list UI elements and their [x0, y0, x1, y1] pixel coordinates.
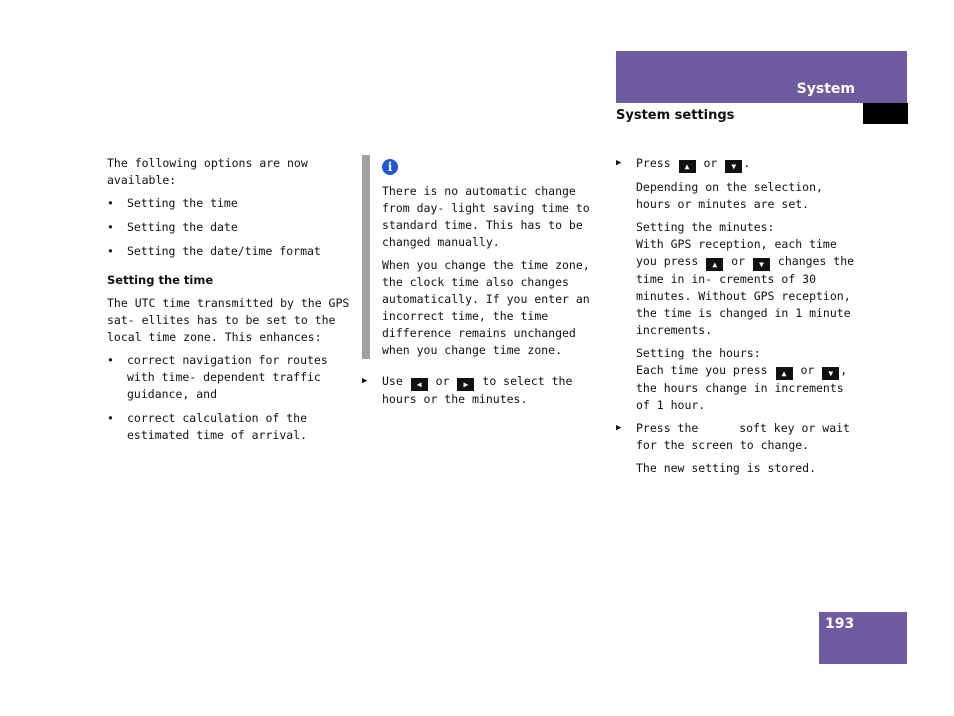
section-title: System settings — [616, 108, 735, 123]
down-arrow-key-icon: ▼ — [725, 160, 742, 173]
intro-text: The following options are now available: — [107, 156, 308, 187]
instruction-step: ▶ Press the soft key or wait for the screen to change. — [616, 421, 850, 452]
subheading: Setting the time — [107, 273, 214, 287]
up-arrow-key-icon: ▲ — [706, 258, 723, 271]
step-arrow-icon: ▶ — [616, 158, 622, 168]
section-tab — [863, 103, 908, 124]
info-text-1: There is no automatic change from day- light saving time to standard time. This has to be changed manually. — [382, 184, 590, 249]
column-3 — [616, 155, 861, 483]
list-item: • Setting the date/time format — [107, 244, 321, 258]
instruction-step: ▶ Use ◀ or ▶ to select the hours or the minutes. — [362, 374, 573, 406]
down-arrow-key-icon: ▼ — [753, 258, 770, 271]
info-icon: i — [382, 159, 398, 175]
list-item: • Setting the time — [107, 196, 238, 210]
instruction-step: ▶ Press ▲ or ▼ . — [616, 156, 751, 171]
up-arrow-key-icon: ▲ — [776, 367, 793, 380]
step-arrow-icon: ▶ — [362, 376, 368, 386]
paragraph: The new setting is stored. — [636, 461, 817, 475]
column-2 — [362, 155, 607, 414]
bullet-icon: • — [107, 196, 114, 210]
list-item: • Setting the date — [107, 220, 238, 234]
down-arrow-key-icon: ▼ — [822, 367, 839, 380]
step-arrow-icon: ▶ — [616, 423, 622, 433]
minutes-block: Setting the minutes: With GPS reception, each time you press ▲ or ▼ changes the time in in- crements of 30 minutes. Without GPS reception, the time is changed in 1 minute increments. — [636, 220, 855, 337]
page-number-box — [819, 612, 907, 664]
right-arrow-key-icon: ▶ — [457, 378, 474, 391]
left-arrow-key-icon: ◀ — [411, 378, 428, 391]
bullet-icon: • — [107, 244, 114, 258]
bullet-icon: • — [107, 411, 114, 425]
paragraph: Depending on the selection, hours or minutes are set. — [636, 180, 823, 211]
list-item: • correct calculation of the estimated time of arrival. — [107, 411, 308, 442]
info-box — [362, 155, 607, 359]
info-text-2: When you change the time zone, the clock time also changes automatically. If you enter an incorrect time, the time difference remains unchanged when you change time zone. — [382, 258, 590, 357]
header-title: System — [796, 81, 855, 97]
paragraph: The UTC time transmitted by the GPS sat- ellites has to be set to the local time zone. This enhances: — [107, 296, 350, 344]
header-bar — [616, 51, 907, 103]
list-item: • correct navigation for routes with time- dependent traffic guidance, and — [107, 353, 328, 401]
up-arrow-key-icon: ▲ — [679, 160, 696, 173]
bullet-icon: • — [107, 353, 114, 367]
hours-block: Setting the hours: Each time you press ▲ or ▼ , the hours change in increments of 1 hour. — [636, 346, 848, 412]
column-1 — [107, 155, 352, 451]
page-number: 193 — [825, 616, 855, 632]
bullet-icon: • — [107, 220, 114, 234]
